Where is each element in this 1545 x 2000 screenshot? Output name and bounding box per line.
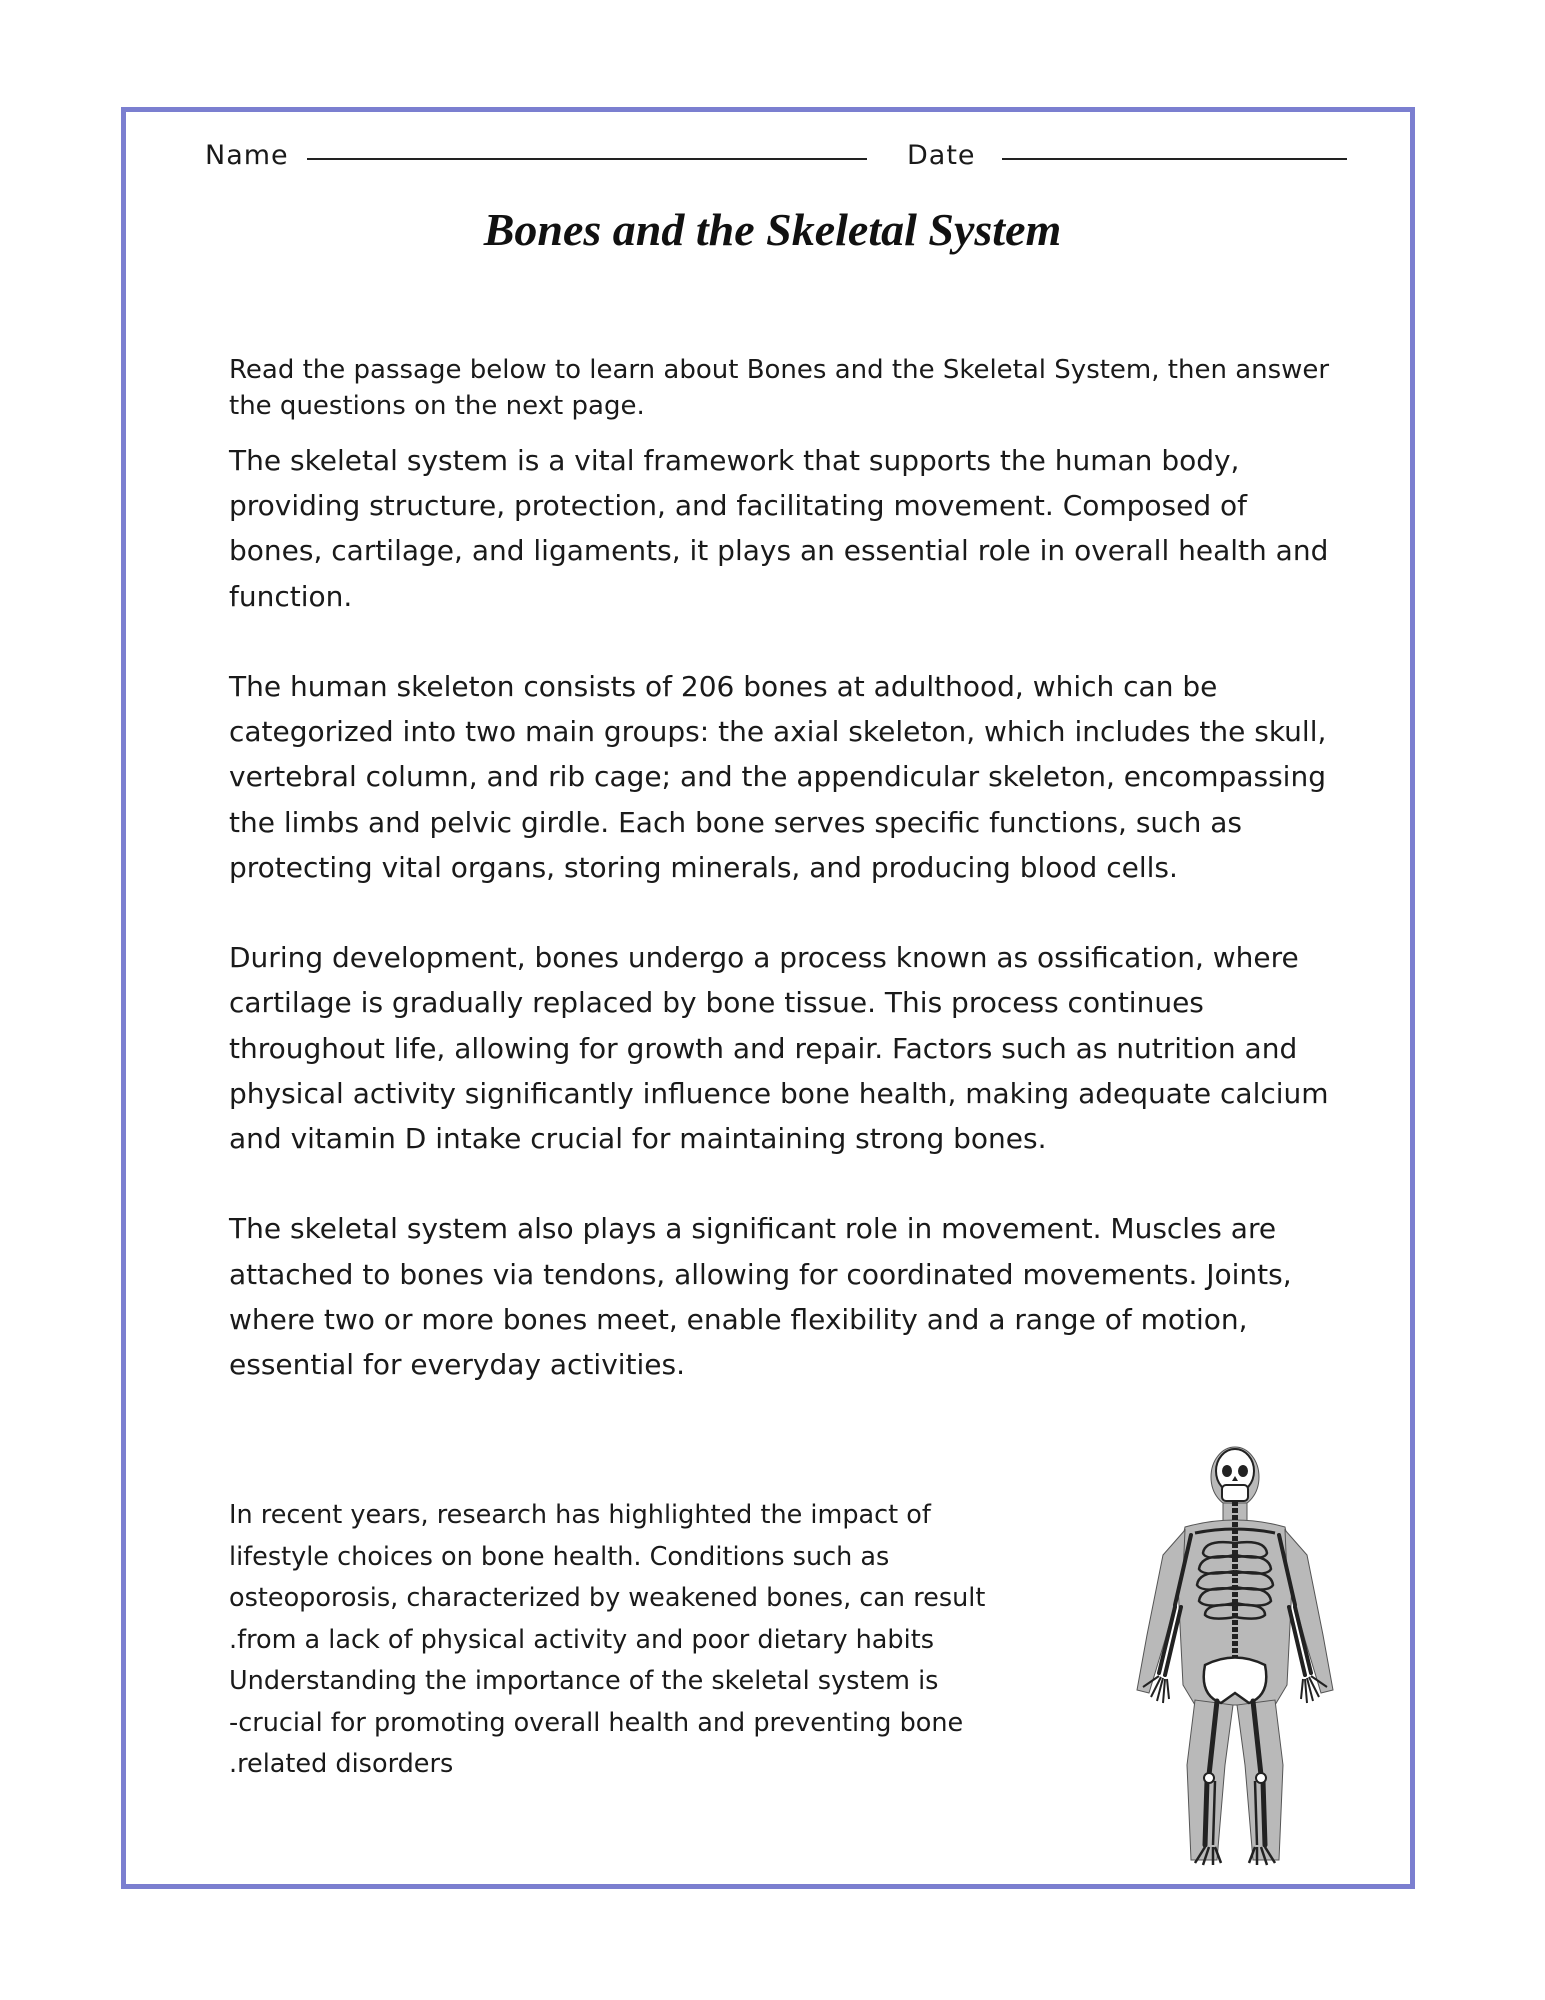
- date-field-line[interactable]: [1002, 158, 1347, 160]
- passage-line: In recent years, research has highlighted the impact of: [229, 1500, 931, 1530]
- worksheet-title: Bones and the Skeletal System: [483, 204, 1062, 255]
- passage-paragraph-2: The human skeleton consists of 206 bones at adulthood, which can be categorized into two main groups: the axial skeleton, which includes the skull, vertebral column, and rib cage; and the appendicular skeleton, encompassing the limbs and pelvic girdle. Each bone serves specific functions, such as protecting vital organs, storing minerals, and producing blood cells.: [229, 670, 1327, 884]
- reading-passage: [229, 438, 1339, 1432]
- skeleton-illustration: [1125, 1435, 1345, 1875]
- passage-line: .from a lack of physical activity and poor dietary habits: [229, 1624, 934, 1655]
- passage-line: Understanding the importance of the skeletal system is: [229, 1666, 939, 1696]
- instructions-text: Read the passage below to learn about Bones and the Skeletal System, then answer the questions on the next page.: [229, 355, 1330, 421]
- date-label: Date: [907, 140, 976, 171]
- name-field-line[interactable]: [307, 158, 867, 160]
- passage-line: lifestyle choices on bone health. Conditions such as: [229, 1541, 890, 1572]
- name-date-header: [205, 140, 1345, 180]
- passage-paragraph-1: The skeletal system is a vital framework that supports the human body, providing structure, protection, and facilitating movement. Composed of bones, cartilage, and ligaments, it plays an essential role in overall health and function.: [229, 444, 1329, 613]
- passage-line: -crucial for promoting overall health and preventing bone: [229, 1707, 964, 1738]
- passage-paragraph-5: [229, 1495, 989, 1786]
- passage-paragraph-4: The skeletal system also plays a significant role in movement. Muscles are attached to bones via tendons, allowing for coordinated movements. Joints, where two or more bones meet, enable flexibility and a range of motion, essential for everyday activities.: [229, 1212, 1292, 1382]
- passage-paragraph-3: During development, bones undergo a process known as ossification, where cartilage is gradually replaced by bone tissue. This process continues throughout life, allowing for growth and repair. Factors such as nutrition and physical activity significantly influence bone health, making adequate calcium and vitamin D intake crucial for maintaining strong bones.: [229, 941, 1329, 1156]
- passage-line: osteoporosis, characterized by weakened bones, can result: [229, 1583, 986, 1613]
- passage-line: .related disorders: [229, 1749, 454, 1779]
- name-label: Name: [205, 140, 289, 171]
